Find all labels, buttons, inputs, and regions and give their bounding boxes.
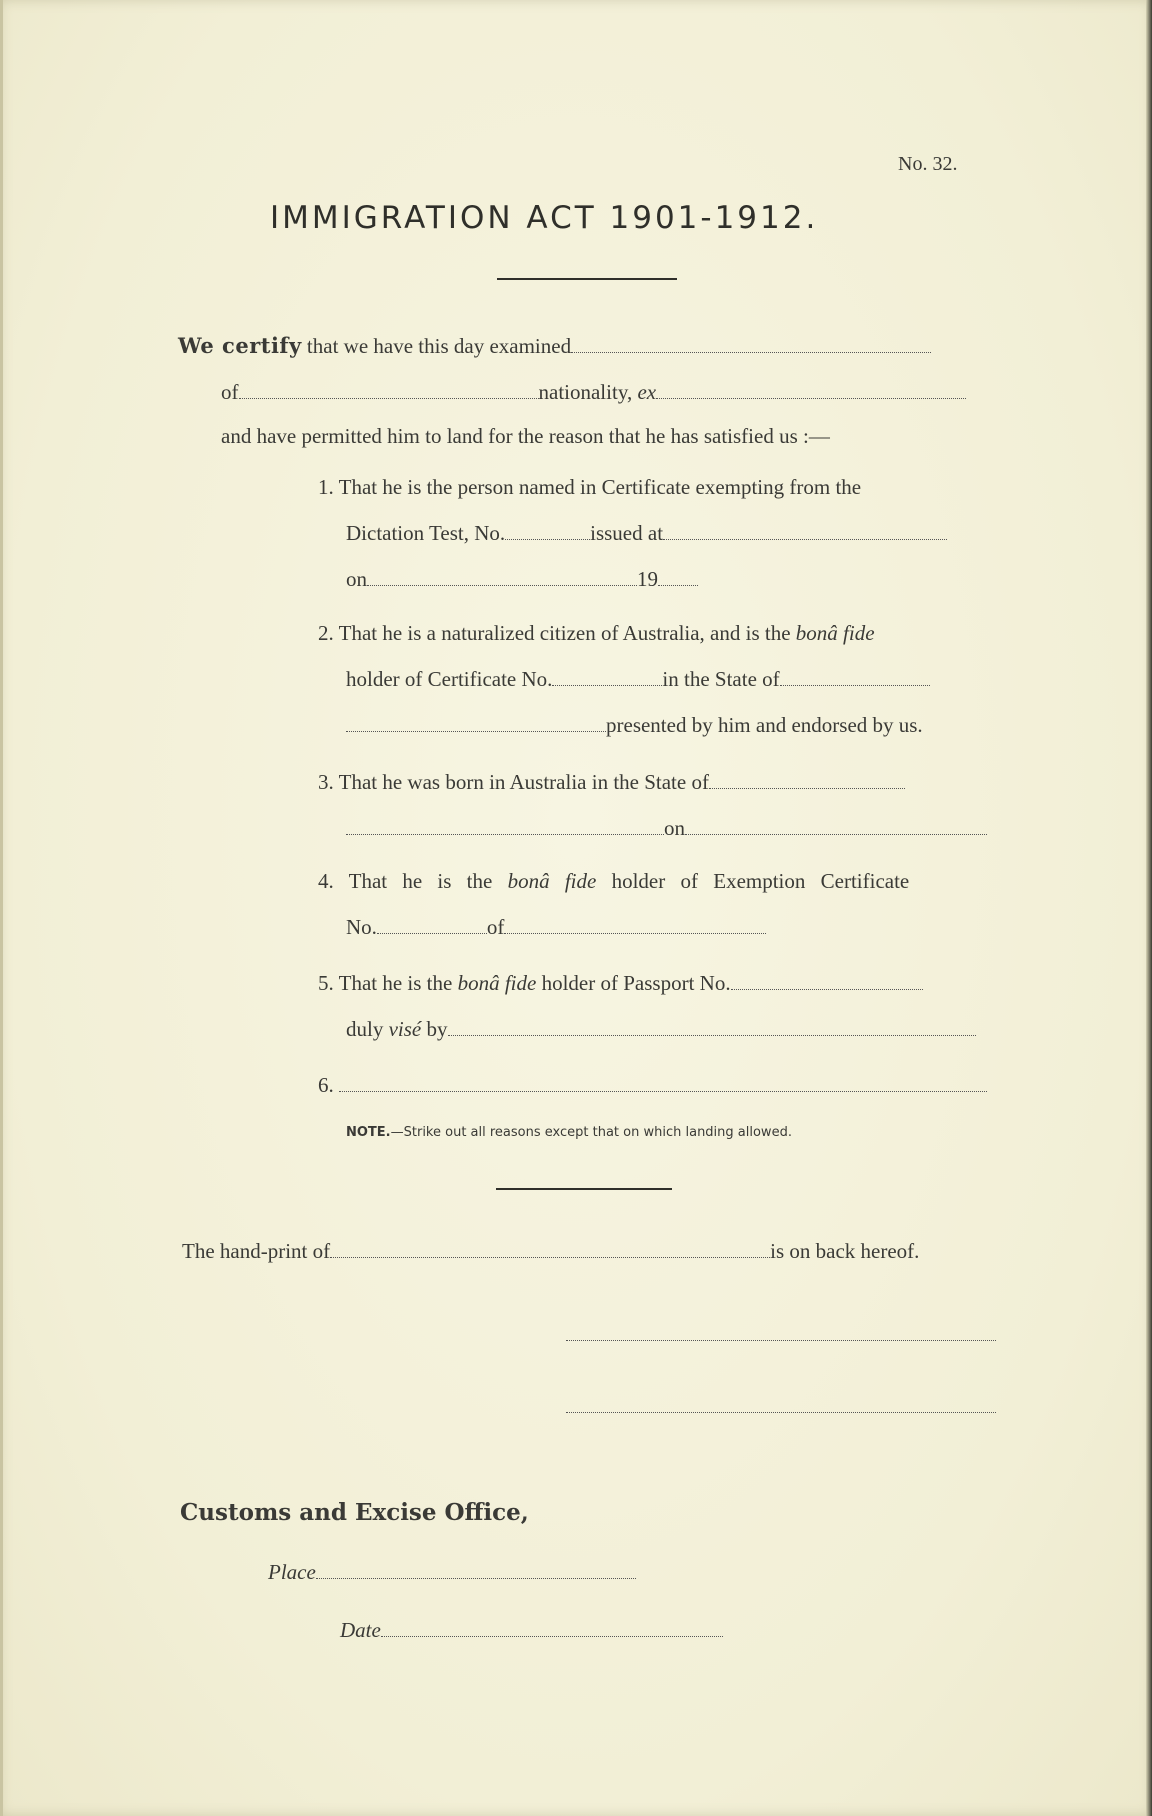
- r5-bona-fide: bonâ fide: [457, 971, 537, 995]
- form-number: No. 32.: [898, 153, 958, 175]
- reason-3-line2: [346, 814, 987, 842]
- r2-bona-fide: bonâ fide: [795, 621, 875, 645]
- handprint-line: [182, 1237, 919, 1265]
- of-field[interactable]: [239, 380, 539, 399]
- office-label: Customs and Excise Office,: [180, 1499, 529, 1526]
- r2-presented-label: presented by him and endorsed by us.: [606, 713, 923, 737]
- reason-1-line3: [346, 565, 698, 593]
- place-label: Place: [268, 1560, 316, 1584]
- note-label: NOTE.: [346, 1125, 391, 1140]
- handprint-suffix: is on back hereof.: [770, 1239, 920, 1263]
- reason-2-line1: [318, 619, 875, 647]
- date-label: Date: [340, 1618, 381, 1642]
- r2-state-field[interactable]: [780, 667, 930, 686]
- reason-5-line2: [346, 1015, 976, 1043]
- nationality-line: [221, 378, 966, 406]
- note-line: [346, 1124, 792, 1142]
- reason-6-line: [318, 1071, 987, 1099]
- r2-holder-label: holder of Certificate No.: [346, 667, 553, 691]
- r2-presented-field[interactable]: [346, 713, 606, 732]
- r4-of-field[interactable]: [504, 915, 766, 934]
- issued-at-label: issued at: [590, 521, 664, 545]
- note-text: —Strike out all reasons except that on which landing allowed.: [390, 1125, 792, 1140]
- page-edge-right: [1146, 0, 1152, 1816]
- r1-year-label: 19: [637, 567, 658, 591]
- r4-of-label: of: [486, 915, 505, 939]
- r1-on-label: on: [346, 567, 367, 591]
- ex-field[interactable]: [656, 380, 966, 399]
- place-field[interactable]: [316, 1560, 636, 1579]
- r3-on-label: on: [664, 816, 685, 840]
- page-edge-left: [0, 0, 3, 1816]
- nationality-label: nationality,: [538, 380, 633, 404]
- date-field[interactable]: [381, 1618, 723, 1637]
- reason-5-text-a: 5. That he is the: [318, 971, 453, 995]
- r3-place-field[interactable]: [346, 816, 664, 835]
- certify-lead: We certify: [178, 333, 302, 358]
- reason-3-text: 3. That he was born in Australia in the State of: [318, 770, 709, 794]
- r2-certificate-no-field[interactable]: [552, 667, 662, 686]
- signature-line-2[interactable]: [566, 1394, 996, 1413]
- handprint-label: The hand-print of: [182, 1239, 331, 1263]
- r3-state-field[interactable]: [709, 770, 905, 789]
- r4-no-label: No.: [346, 915, 377, 939]
- reason-4-line1: [318, 867, 909, 895]
- r5-vise-label: visé: [388, 1017, 422, 1041]
- signature-line-1[interactable]: [566, 1322, 996, 1341]
- certify-line: [178, 332, 931, 360]
- r2-state-label: in the State of: [662, 667, 780, 691]
- r5-duly-label: duly: [346, 1017, 384, 1041]
- title-rule: [497, 278, 677, 280]
- ex-label: ex: [637, 380, 657, 404]
- note-rule: [496, 1188, 672, 1190]
- reason-2-line3: [346, 711, 923, 739]
- reason-3-line1: [318, 768, 905, 796]
- r5-passport-field[interactable]: [731, 971, 923, 990]
- of-label: of: [221, 380, 239, 404]
- r6-field[interactable]: [339, 1073, 987, 1092]
- date-line: [340, 1616, 723, 1644]
- r6-label: 6.: [318, 1073, 334, 1097]
- reason-5-line1: [318, 969, 923, 997]
- dictation-label: Dictation Test, No.: [346, 521, 506, 545]
- r1-year-field[interactable]: [658, 567, 698, 586]
- examined-field[interactable]: [571, 334, 931, 353]
- dictation-no-field[interactable]: [505, 521, 590, 540]
- reason-2-text: 2. That he is a naturalized citizen of Australia, and is the: [318, 621, 791, 645]
- issued-at-field[interactable]: [663, 521, 947, 540]
- reason-5-text-b: holder of Passport No.: [541, 971, 731, 995]
- reason-4-line2: [346, 913, 766, 941]
- permitted-text: and have permitted him to land for the reason that he has satisfied us :—: [221, 424, 830, 448]
- handprint-field[interactable]: [330, 1239, 770, 1258]
- r5-by-field[interactable]: [448, 1017, 976, 1036]
- place-line: [268, 1558, 636, 1586]
- reason-1-line1: 1. That he is the person named in Certificate exempting from the: [318, 475, 862, 499]
- reason-4-text-b: holder of Exemption Certificate: [611, 869, 910, 893]
- reason-2-line2: [346, 665, 930, 693]
- r3-on-field[interactable]: [685, 816, 987, 835]
- r1-on-field[interactable]: [367, 567, 637, 586]
- r4-bona-fide: bonâ fide: [507, 869, 597, 893]
- certify-text: that we have this day examined: [306, 334, 572, 358]
- form-title: IMMIGRATION ACT 1901-1912.: [270, 200, 819, 236]
- r4-no-field[interactable]: [377, 915, 487, 934]
- r5-by-label: by: [426, 1017, 448, 1041]
- reason-4-text-a: 4. That he is the: [318, 869, 493, 893]
- reason-1-line2: [346, 519, 947, 547]
